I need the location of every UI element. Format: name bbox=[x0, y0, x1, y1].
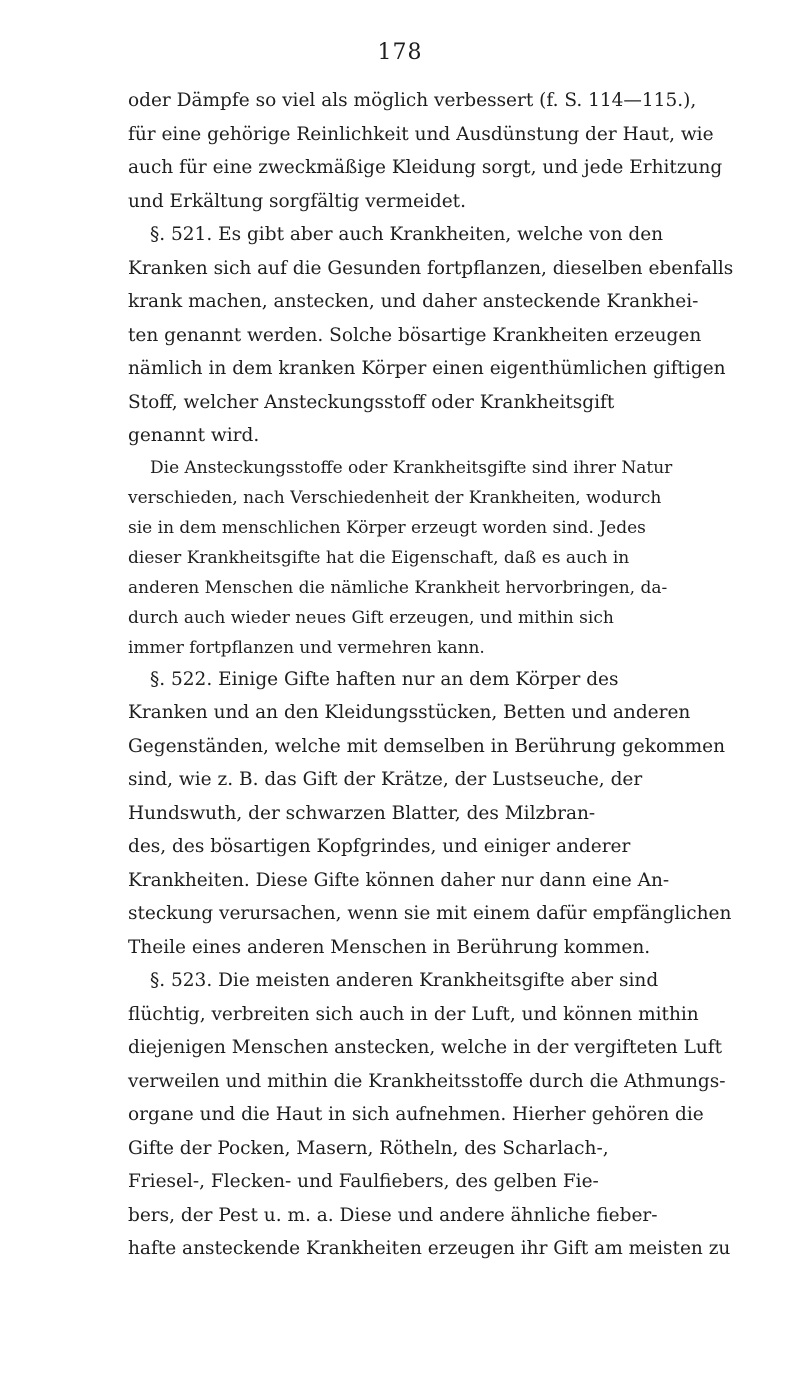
text-line: Stoff, welcher Ansteckungsstoff oder Krankheitsgift bbox=[128, 391, 615, 413]
text-line: §. 523. Die meisten anderen Krankheitsgifte aber sind bbox=[150, 970, 659, 991]
text-line: ten genannt werden. Solche bösartige Krankheiten erzeugen bbox=[128, 324, 702, 346]
text-line: steckung verursachen, wenn sie mit einem dafür empfänglichen bbox=[128, 903, 732, 924]
text-line: bers, der Pest u. m. a. Diese und andere ähnliche fieber- bbox=[128, 1204, 658, 1226]
paragraphs-522-523 bbox=[128, 663, 732, 1266]
page-number: 178 bbox=[377, 40, 423, 65]
text-line: anderen Menschen die nämliche Krankheit hervorbringen, da- bbox=[128, 577, 668, 598]
text-line: krank machen, anstecken, und daher ansteckende Krankhei- bbox=[128, 291, 699, 312]
text-line: Theile eines anderen Menschen in Berührung kommen. bbox=[128, 936, 651, 958]
text-line: §. 521. Es gibt aber auch Krankheiten, welche von den bbox=[150, 224, 664, 245]
text-line: genannt wird. bbox=[128, 425, 260, 446]
text-line: organe und die Haut in sich aufnehmen. Hierher gehören die bbox=[128, 1104, 704, 1125]
text-line: Hundswuth, der schwarzen Blatter, des Milzbran- bbox=[128, 802, 596, 824]
text-line: hafte ansteckende Krankheiten erzeugen ihr Gift am meisten zu bbox=[128, 1238, 731, 1259]
text-line: Gifte der Pocken, Masern, Rötheln, des Scharlach-, bbox=[128, 1137, 609, 1159]
text-line: sie in dem menschlichen Körper erzeugt worden sind. Jedes bbox=[128, 517, 646, 538]
text-line: immer fortpflanzen und vermehren kann. bbox=[128, 637, 485, 658]
text-line: durch auch wieder neues Gift erzeugen, und mithin sich bbox=[128, 607, 614, 628]
text-line: und Erkältung sorgfältig vermeidet. bbox=[128, 190, 466, 212]
paragraph-continuation-and-521 bbox=[128, 84, 734, 453]
text-line: Friesel-, Flecken- und Faulfiebers, des gelben Fie- bbox=[128, 1171, 599, 1192]
text-line: Die Ansteckungsstoffe oder Krankheitsgifte sind ihrer Natur bbox=[150, 457, 673, 478]
text-line: verschieden, nach Verschiedenheit der Krankheiten, wodurch bbox=[128, 487, 662, 508]
page-body bbox=[128, 84, 734, 1266]
text-line: §. 522. Einige Gifte haften nur an dem Körper des bbox=[150, 668, 619, 690]
text-line: Kranken sich auf die Gesunden fortpflanzen, dieselben ebenfalls bbox=[128, 257, 734, 279]
text-line: auch für eine zweckmäßige Kleidung sorgt, und jede Erhitzung bbox=[128, 157, 723, 178]
text-line: oder Dämpfe so viel als möglich verbessert (f. S. 114—115.), bbox=[128, 90, 697, 111]
text-line: Kranken und an den Kleidungsstücken, Betten und anderen bbox=[128, 702, 691, 723]
small-print-paragraph bbox=[128, 453, 688, 663]
text-line: sind, wie z. B. das Gift der Krätze, der Lustseuche, der bbox=[128, 769, 643, 790]
text-line: Krankheiten. Diese Gifte können daher nur dann eine An- bbox=[128, 869, 670, 891]
text-line: diejenigen Menschen anstecken, welche in der vergifteten Luft bbox=[128, 1037, 723, 1058]
text-line: nämlich in dem kranken Körper einen eigenthümlichen giftigen bbox=[128, 358, 726, 379]
text-line: verweilen und mithin die Krankheitsstoffe durch die Athmungs- bbox=[128, 1070, 726, 1092]
text-line: Gegenständen, welche mit demselben in Berührung gekommen bbox=[128, 735, 726, 757]
text-line: für eine gehörige Reinlichkeit und Ausdünstung der Haut, wie bbox=[128, 123, 714, 145]
text-line: flüchtig, verbreiten sich auch in der Luft, und können mithin bbox=[128, 1003, 699, 1025]
text-line: des, des bösartigen Kopfgrindes, und einiger anderer bbox=[128, 836, 631, 857]
text-line: dieser Krankheitsgifte hat die Eigenschaft, daß es auch in bbox=[128, 547, 630, 568]
